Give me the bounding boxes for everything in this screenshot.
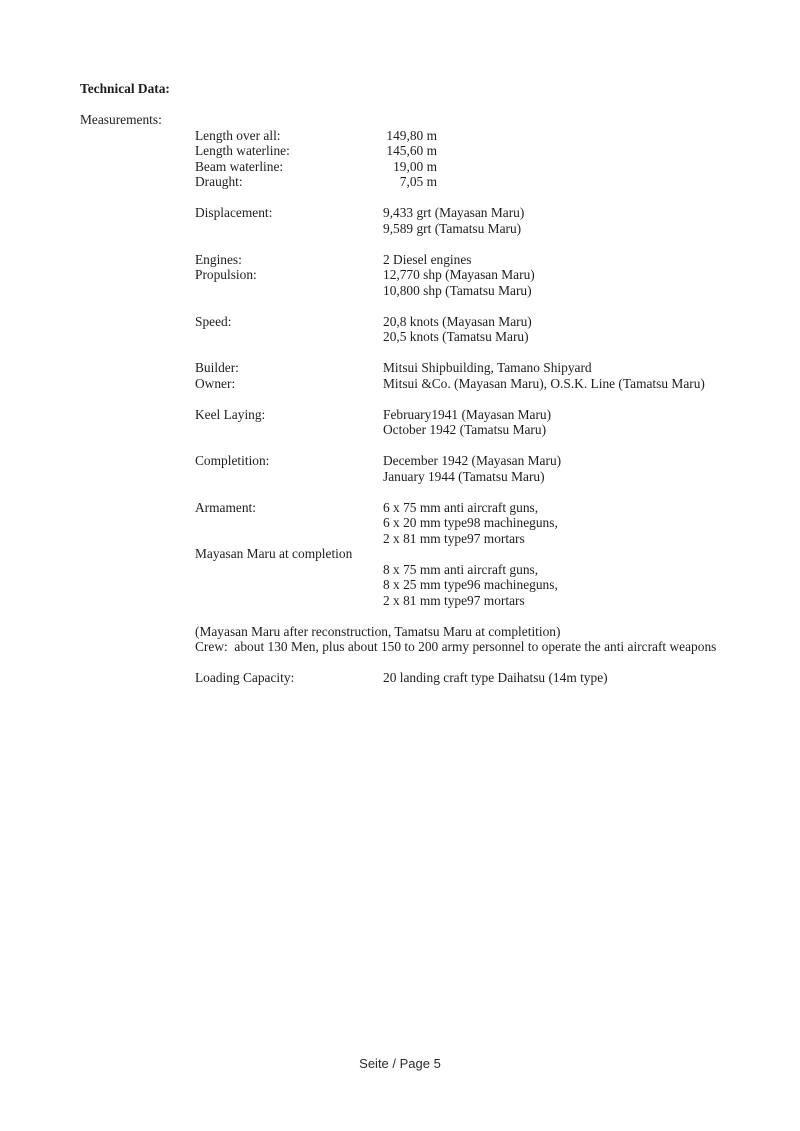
speed-value: 20,5 knots (Tamatsu Maru): [383, 329, 529, 344]
owner-label: Owner:: [195, 375, 236, 391]
armament-row: [0, 562, 800, 578]
armament-value: 6 x 20 mm type98 machineguns,: [383, 515, 558, 530]
measurement-value: 145,60 m: [386, 143, 437, 158]
speed-row: [0, 329, 800, 345]
completition-row: [0, 453, 800, 469]
armament-row: [0, 593, 800, 609]
propulsion-label: Propulsion:: [195, 267, 257, 282]
completition-row: [0, 469, 800, 485]
technical-data-section: [0, 81, 800, 686]
speed-label: Speed:: [195, 313, 232, 329]
measurement-value: 149,80 m: [386, 127, 437, 143]
measurement-row: [0, 159, 800, 175]
loading-capacity-row: [0, 670, 800, 686]
armament-value: 6 x 75 mm anti aircraft guns,: [383, 499, 539, 515]
builder-row: [0, 360, 800, 376]
propulsion-row: [0, 283, 800, 299]
propulsion-row: [0, 267, 800, 283]
reconstruction-note-text: (Mayasan Maru after reconstruction, Tamatsu Maru at completition): [195, 623, 561, 639]
reconstruction-note: [0, 624, 800, 640]
keel-laying-value: February1941 (Mayasan Maru): [383, 406, 552, 422]
measurement-label: Beam waterline:: [195, 158, 284, 174]
armament-row: [0, 500, 800, 516]
crew-note: [0, 639, 800, 655]
engines-row: [0, 252, 800, 268]
page-title: Technical Data:: [80, 81, 170, 96]
engines-value: 2 Diesel engines: [383, 251, 472, 267]
speed-value: 20,8 knots (Mayasan Maru): [383, 313, 532, 329]
builder-value: Mitsui Shipbuilding, Tamano Shipyard: [383, 360, 592, 375]
displacement-row: [0, 205, 800, 221]
armament-row: [0, 515, 800, 531]
displacement-row: [0, 221, 800, 237]
measurements-heading: Measurements:: [80, 112, 162, 127]
speed-row: [0, 314, 800, 330]
measurement-label: Length waterline:: [195, 143, 290, 158]
armament-value: 2 x 81 mm type97 mortars: [383, 592, 525, 608]
propulsion-value: 12,770 shp (Mayasan Maru): [383, 267, 535, 282]
measurement-value: 7,05 m: [399, 174, 437, 189]
page-footer: Seite / Page 5: [359, 1056, 441, 1071]
propulsion-value: 10,800 shp (Tamatsu Maru): [383, 282, 532, 298]
displacement-label: Displacement:: [195, 205, 273, 220]
measurement-label: Length over all:: [195, 127, 281, 143]
owner-value: Mitsui &Co. (Mayasan Maru), O.S.K. Line (Tamatsu Maru): [383, 375, 705, 391]
loading-capacity-label: Loading Capacity:: [195, 670, 295, 685]
measurement-row: [0, 174, 800, 190]
armament-value: 8 x 25 mm type96 machineguns,: [383, 577, 558, 592]
completition-value: January 1944 (Tamatsu Maru): [383, 468, 545, 484]
owner-row: [0, 376, 800, 392]
crew-note-text: Crew: about 130 Men, plus about 150 to 200 army personnel to operate the anti aircraft weapons: [195, 639, 717, 654]
armament-label: Armament:: [195, 499, 256, 515]
keel-laying-value: October 1942 (Tamatsu Maru): [383, 422, 547, 437]
armament-note: Mayasan Maru at completion: [195, 546, 353, 561]
builder-label: Builder:: [195, 360, 239, 375]
completition-label: Completition:: [195, 453, 270, 468]
keel-laying-row: [0, 407, 800, 423]
armament-row: [0, 577, 800, 593]
armament-note-row: [0, 546, 800, 562]
armament-row: [0, 531, 800, 547]
keel-laying-label: Keel Laying:: [195, 406, 266, 422]
measurement-row: [0, 128, 800, 144]
measurement-row: [0, 143, 800, 159]
displacement-value: 9,433 grt (Mayasan Maru): [383, 205, 525, 220]
loading-capacity-value: 20 landing craft type Daihatsu (14m type): [383, 670, 608, 685]
keel-laying-row: [0, 422, 800, 438]
displacement-value: 9,589 grt (Tamatsu Maru): [383, 220, 522, 236]
engines-label: Engines:: [195, 251, 242, 267]
armament-value: 8 x 75 mm anti aircraft guns,: [383, 561, 539, 577]
completition-value: December 1942 (Mayasan Maru): [383, 453, 562, 468]
measurement-label: Draught:: [195, 174, 243, 189]
measurement-value: 19,00 m: [393, 158, 437, 174]
armament-value: 2 x 81 mm type97 mortars: [383, 530, 525, 546]
